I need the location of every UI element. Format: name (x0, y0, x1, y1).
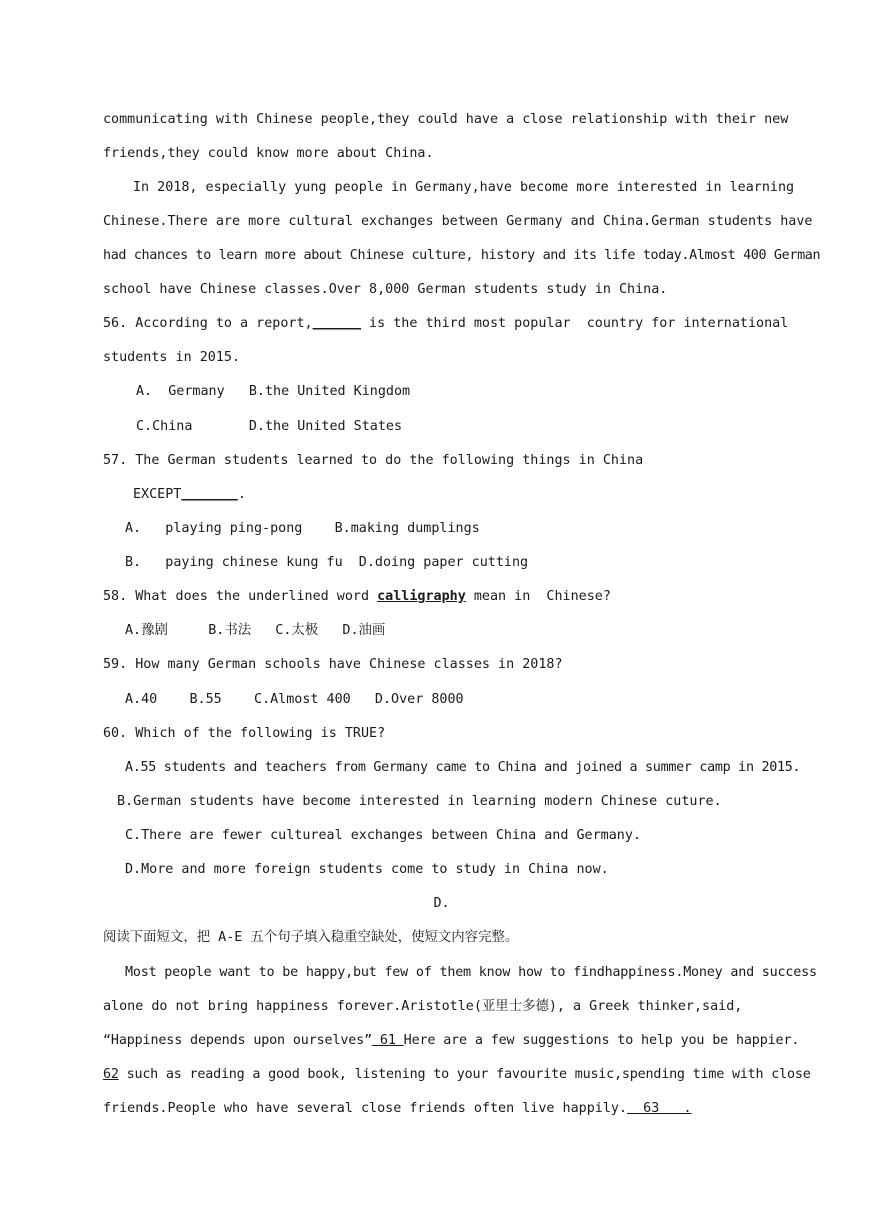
passage-line: Most people want to be happy,but few of them know how to findhappiness.Money and success (125, 965, 817, 980)
answer-options: A.40 B.55 C.Almost 400 D.Over 8000 (125, 692, 464, 707)
answer-options: C.China D.the United States (136, 419, 403, 434)
passage-line: had chances to learn more about Chinese culture, history and its life today.Almost 400 German (103, 248, 821, 263)
answer-option: D.More and more foreign students come to study in China now. (125, 862, 609, 877)
answer-blank-62: 62 (103, 1067, 119, 1082)
answer-options: B. paying chinese kung fu D.doing paper cutting (125, 555, 529, 570)
answer-options: A. playing ping-pong B.making dumplings (125, 521, 480, 536)
passage-line: In 2018, especially yung people in Germany,have become more interested in learning (133, 180, 795, 195)
question-60: 60. Which of the following is TRUE? (103, 726, 386, 741)
question-stem: EXCEPT_______. (133, 487, 246, 502)
answer-options: A. Germany B.the United Kingdom (136, 384, 411, 399)
question-56 (103, 315, 788, 333)
answer-blank: _______ (181, 487, 238, 502)
section-instruction: 阅读下面短文，把 A-E 五个句子填入稳重空缺处，使短文内容完整。 (103, 930, 519, 945)
question-stem: 56. According to a report, (103, 316, 313, 331)
passage-line: friends,they could know more about China. (103, 146, 434, 161)
passage-line: friends.People who have several close friends often live happily. 63 . (103, 1101, 692, 1116)
section-heading: D. (433, 896, 450, 911)
passage-line: school have Chinese classes.Over 8,000 German students study in China. (103, 282, 668, 297)
answer-options: A.豫剧 B.书法 C.太极 D.油画 (125, 623, 386, 638)
passage-line: alone do not bring happiness forever.Aristotle(亚里士多德), a Greek thinker,said, (103, 999, 743, 1014)
passage-line: “Happiness depends upon ourselves” 61 Here are a few suggestions to help you be happier. (103, 1033, 800, 1048)
question-59: 59. How many German schools have Chinese classes in 2018? (103, 657, 563, 672)
question-58: 58. What does the underlined word calligraphy mean in Chinese? (103, 589, 611, 604)
answer-blank-63: 63 . (627, 1101, 692, 1116)
passage-line: Chinese.There are more cultural exchanges between Germany and China.German students have (103, 214, 813, 229)
answer-option: C.There are fewer cultureal exchanges between China and Germany. (125, 828, 641, 843)
answer-blank: ______ (312, 316, 361, 331)
passage-line: 62 such as reading a good book, listening to your favourite music,spending time with close (103, 1067, 811, 1082)
question-stem: students in 2015. (103, 350, 241, 365)
passage-line: communicating with Chinese people,they could have a close relationship with their new (103, 112, 789, 127)
question-stem: is the third most popular country for international (360, 316, 789, 331)
answer-option: B.German students have become interested in learning modern Chinese cuture. (117, 794, 722, 809)
answer-blank-61: 61 (372, 1033, 404, 1048)
underlined-word: calligraphy (377, 589, 466, 604)
answer-option: A.55 students and teachers from Germany came to China and joined a summer camp in 2015. (125, 760, 801, 775)
question-57: 57. The German students learned to do the following things in China (103, 453, 644, 468)
